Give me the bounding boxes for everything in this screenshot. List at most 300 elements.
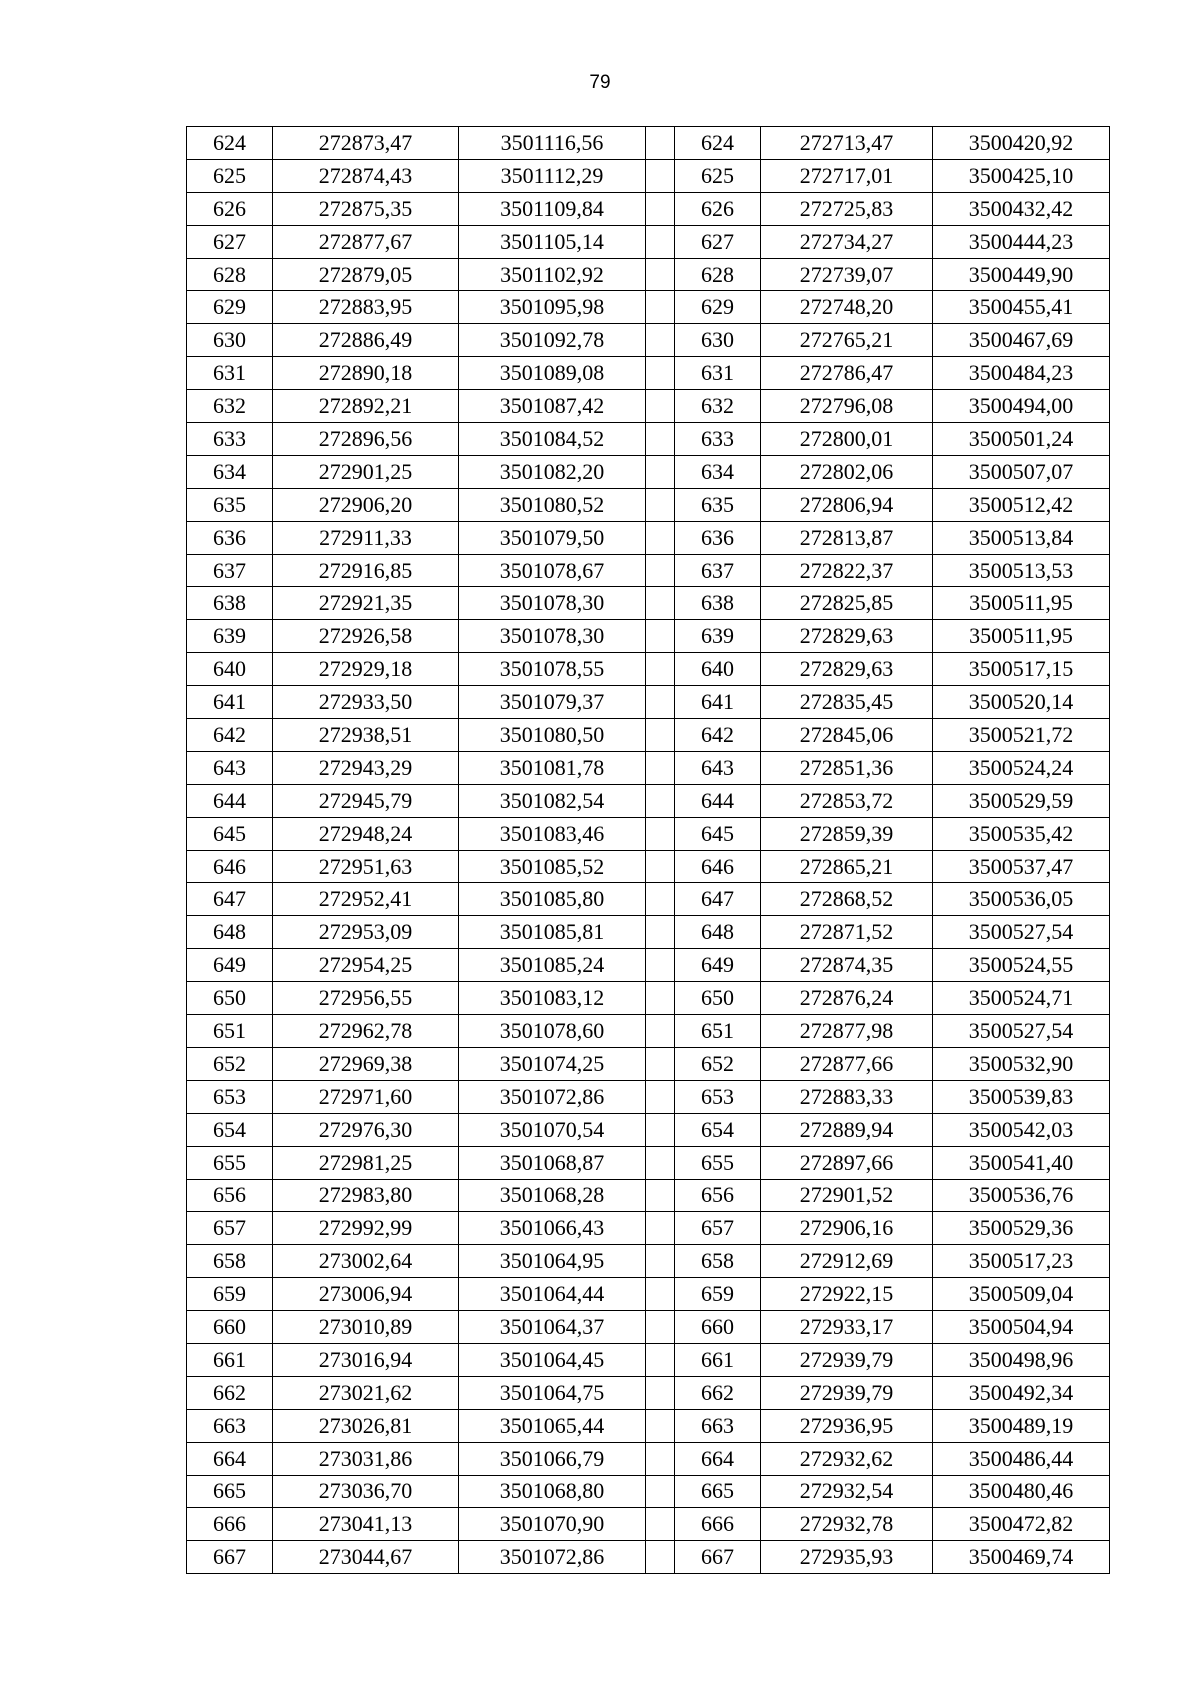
left-point-number-cell: 664 xyxy=(187,1442,273,1475)
left-y-coordinate-cell: 3501095,98 xyxy=(459,291,646,324)
left-y-coordinate-cell: 3501105,14 xyxy=(459,225,646,258)
left-y-coordinate-cell: 3501068,28 xyxy=(459,1179,646,1212)
left-x-coordinate-cell: 273016,94 xyxy=(273,1343,459,1376)
left-y-coordinate-cell: 3501078,67 xyxy=(459,554,646,587)
right-y-coordinate-cell: 3500472,82 xyxy=(933,1508,1110,1541)
left-x-coordinate-cell: 272901,25 xyxy=(273,455,459,488)
left-x-coordinate-cell: 272879,05 xyxy=(273,258,459,291)
separator-cell xyxy=(646,1278,675,1311)
left-point-number-cell: 659 xyxy=(187,1278,273,1311)
left-y-coordinate-cell: 3501109,84 xyxy=(459,192,646,225)
right-x-coordinate-cell: 272932,62 xyxy=(761,1442,933,1475)
right-x-coordinate-cell: 272725,83 xyxy=(761,192,933,225)
table-row xyxy=(187,686,1110,719)
right-point-number-cell: 654 xyxy=(675,1113,761,1146)
table-row xyxy=(187,850,1110,883)
left-y-coordinate-cell: 3501066,43 xyxy=(459,1212,646,1245)
left-y-coordinate-cell: 3501078,30 xyxy=(459,620,646,653)
right-y-coordinate-cell: 3500513,53 xyxy=(933,554,1110,587)
separator-cell xyxy=(646,1015,675,1048)
left-x-coordinate-cell: 272933,50 xyxy=(273,686,459,719)
right-y-coordinate-cell: 3500517,15 xyxy=(933,653,1110,686)
table-row xyxy=(187,159,1110,192)
right-point-number-cell: 660 xyxy=(675,1311,761,1344)
left-y-coordinate-cell: 3501064,95 xyxy=(459,1245,646,1278)
right-x-coordinate-cell: 272739,07 xyxy=(761,258,933,291)
left-y-coordinate-cell: 3501064,75 xyxy=(459,1376,646,1409)
left-y-coordinate-cell: 3501064,37 xyxy=(459,1311,646,1344)
right-y-coordinate-cell: 3500536,76 xyxy=(933,1179,1110,1212)
left-x-coordinate-cell: 272981,25 xyxy=(273,1146,459,1179)
left-x-coordinate-cell: 272956,55 xyxy=(273,982,459,1015)
separator-cell xyxy=(646,1508,675,1541)
left-point-number-cell: 628 xyxy=(187,258,273,291)
separator-cell xyxy=(646,1343,675,1376)
left-x-coordinate-cell: 272896,56 xyxy=(273,423,459,456)
table-row xyxy=(187,1245,1110,1278)
right-y-coordinate-cell: 3500521,72 xyxy=(933,719,1110,752)
right-point-number-cell: 650 xyxy=(675,982,761,1015)
table-row xyxy=(187,357,1110,390)
right-x-coordinate-cell: 272800,01 xyxy=(761,423,933,456)
table-row xyxy=(187,1047,1110,1080)
right-point-number-cell: 648 xyxy=(675,916,761,949)
table-row xyxy=(187,1541,1110,1574)
left-point-number-cell: 644 xyxy=(187,784,273,817)
left-point-number-cell: 651 xyxy=(187,1015,273,1048)
right-x-coordinate-cell: 272835,45 xyxy=(761,686,933,719)
left-x-coordinate-cell: 273026,81 xyxy=(273,1409,459,1442)
left-x-coordinate-cell: 272948,24 xyxy=(273,817,459,850)
right-point-number-cell: 637 xyxy=(675,554,761,587)
right-x-coordinate-cell: 272717,01 xyxy=(761,159,933,192)
right-y-coordinate-cell: 3500484,23 xyxy=(933,357,1110,390)
table-row xyxy=(187,1475,1110,1508)
separator-cell xyxy=(646,1179,675,1212)
right-x-coordinate-cell: 272912,69 xyxy=(761,1245,933,1278)
right-y-coordinate-cell: 3500529,59 xyxy=(933,784,1110,817)
right-y-coordinate-cell: 3500494,00 xyxy=(933,390,1110,423)
right-y-coordinate-cell: 3500520,14 xyxy=(933,686,1110,719)
left-point-number-cell: 660 xyxy=(187,1311,273,1344)
separator-cell xyxy=(646,751,675,784)
left-x-coordinate-cell: 272938,51 xyxy=(273,719,459,752)
right-x-coordinate-cell: 272901,52 xyxy=(761,1179,933,1212)
left-point-number-cell: 663 xyxy=(187,1409,273,1442)
right-point-number-cell: 657 xyxy=(675,1212,761,1245)
left-point-number-cell: 635 xyxy=(187,488,273,521)
table-row xyxy=(187,719,1110,752)
right-x-coordinate-cell: 272876,24 xyxy=(761,982,933,1015)
right-y-coordinate-cell: 3500492,34 xyxy=(933,1376,1110,1409)
table-row xyxy=(187,423,1110,456)
left-point-number-cell: 666 xyxy=(187,1508,273,1541)
separator-cell xyxy=(646,1047,675,1080)
right-x-coordinate-cell: 272845,06 xyxy=(761,719,933,752)
right-x-coordinate-cell: 272813,87 xyxy=(761,521,933,554)
page-number: 79 xyxy=(589,72,611,93)
left-y-coordinate-cell: 3501082,20 xyxy=(459,455,646,488)
table-row xyxy=(187,1278,1110,1311)
right-y-coordinate-cell: 3500529,36 xyxy=(933,1212,1110,1245)
table-row xyxy=(187,751,1110,784)
separator-cell xyxy=(646,1442,675,1475)
right-point-number-cell: 640 xyxy=(675,653,761,686)
left-y-coordinate-cell: 3501078,60 xyxy=(459,1015,646,1048)
right-y-coordinate-cell: 3500489,19 xyxy=(933,1409,1110,1442)
left-x-coordinate-cell: 272992,99 xyxy=(273,1212,459,1245)
separator-cell xyxy=(646,949,675,982)
left-x-coordinate-cell: 272962,78 xyxy=(273,1015,459,1048)
left-x-coordinate-cell: 273031,86 xyxy=(273,1442,459,1475)
right-x-coordinate-cell: 272748,20 xyxy=(761,291,933,324)
left-y-coordinate-cell: 3501072,86 xyxy=(459,1080,646,1113)
table-row xyxy=(187,225,1110,258)
right-point-number-cell: 643 xyxy=(675,751,761,784)
table-row xyxy=(187,324,1110,357)
separator-cell xyxy=(646,653,675,686)
separator-cell xyxy=(646,883,675,916)
right-y-coordinate-cell: 3500432,42 xyxy=(933,192,1110,225)
left-x-coordinate-cell: 272911,33 xyxy=(273,521,459,554)
right-x-coordinate-cell: 272853,72 xyxy=(761,784,933,817)
separator-cell xyxy=(646,916,675,949)
right-y-coordinate-cell: 3500498,96 xyxy=(933,1343,1110,1376)
right-y-coordinate-cell: 3500455,41 xyxy=(933,291,1110,324)
right-x-coordinate-cell: 272877,66 xyxy=(761,1047,933,1080)
table-row xyxy=(187,1508,1110,1541)
left-x-coordinate-cell: 272886,49 xyxy=(273,324,459,357)
right-point-number-cell: 665 xyxy=(675,1475,761,1508)
separator-cell xyxy=(646,620,675,653)
table-row xyxy=(187,1343,1110,1376)
left-point-number-cell: 667 xyxy=(187,1541,273,1574)
left-point-number-cell: 653 xyxy=(187,1080,273,1113)
table-row xyxy=(187,192,1110,225)
right-y-coordinate-cell: 3500536,05 xyxy=(933,883,1110,916)
separator-cell xyxy=(646,423,675,456)
coordinates-table-body xyxy=(187,127,1110,1574)
table-row xyxy=(187,554,1110,587)
left-point-number-cell: 643 xyxy=(187,751,273,784)
table-row xyxy=(187,1146,1110,1179)
left-y-coordinate-cell: 3501080,50 xyxy=(459,719,646,752)
left-y-coordinate-cell: 3501102,92 xyxy=(459,258,646,291)
separator-cell xyxy=(646,1080,675,1113)
table-row xyxy=(187,455,1110,488)
right-point-number-cell: 667 xyxy=(675,1541,761,1574)
right-y-coordinate-cell: 3500425,10 xyxy=(933,159,1110,192)
left-point-number-cell: 656 xyxy=(187,1179,273,1212)
right-point-number-cell: 641 xyxy=(675,686,761,719)
separator-cell xyxy=(646,1541,675,1574)
left-x-coordinate-cell: 272875,35 xyxy=(273,192,459,225)
table-row xyxy=(187,817,1110,850)
right-x-coordinate-cell: 272936,95 xyxy=(761,1409,933,1442)
separator-cell xyxy=(646,324,675,357)
left-point-number-cell: 649 xyxy=(187,949,273,982)
left-y-coordinate-cell: 3501070,90 xyxy=(459,1508,646,1541)
separator-cell xyxy=(646,455,675,488)
left-x-coordinate-cell: 272883,95 xyxy=(273,291,459,324)
left-y-coordinate-cell: 3501079,37 xyxy=(459,686,646,719)
left-y-coordinate-cell: 3501072,86 xyxy=(459,1541,646,1574)
left-y-coordinate-cell: 3501085,81 xyxy=(459,916,646,949)
separator-cell xyxy=(646,1245,675,1278)
left-y-coordinate-cell: 3501068,87 xyxy=(459,1146,646,1179)
right-point-number-cell: 626 xyxy=(675,192,761,225)
right-x-coordinate-cell: 272734,27 xyxy=(761,225,933,258)
left-y-coordinate-cell: 3501070,54 xyxy=(459,1113,646,1146)
right-y-coordinate-cell: 3500524,71 xyxy=(933,982,1110,1015)
left-x-coordinate-cell: 272877,67 xyxy=(273,225,459,258)
right-x-coordinate-cell: 272874,35 xyxy=(761,949,933,982)
left-point-number-cell: 632 xyxy=(187,390,273,423)
right-point-number-cell: 628 xyxy=(675,258,761,291)
left-x-coordinate-cell: 272906,20 xyxy=(273,488,459,521)
right-point-number-cell: 644 xyxy=(675,784,761,817)
right-x-coordinate-cell: 272822,37 xyxy=(761,554,933,587)
right-point-number-cell: 653 xyxy=(675,1080,761,1113)
separator-cell xyxy=(646,159,675,192)
right-point-number-cell: 647 xyxy=(675,883,761,916)
right-x-coordinate-cell: 272939,79 xyxy=(761,1376,933,1409)
right-point-number-cell: 662 xyxy=(675,1376,761,1409)
right-y-coordinate-cell: 3500467,69 xyxy=(933,324,1110,357)
table-row xyxy=(187,291,1110,324)
left-y-coordinate-cell: 3501083,12 xyxy=(459,982,646,1015)
left-y-coordinate-cell: 3501089,08 xyxy=(459,357,646,390)
right-x-coordinate-cell: 272871,52 xyxy=(761,916,933,949)
left-point-number-cell: 652 xyxy=(187,1047,273,1080)
separator-cell xyxy=(646,686,675,719)
left-y-coordinate-cell: 3501085,80 xyxy=(459,883,646,916)
right-point-number-cell: 663 xyxy=(675,1409,761,1442)
left-x-coordinate-cell: 272953,09 xyxy=(273,916,459,949)
right-x-coordinate-cell: 272865,21 xyxy=(761,850,933,883)
left-x-coordinate-cell: 273036,70 xyxy=(273,1475,459,1508)
right-y-coordinate-cell: 3500486,44 xyxy=(933,1442,1110,1475)
left-point-number-cell: 630 xyxy=(187,324,273,357)
separator-cell xyxy=(646,357,675,390)
right-x-coordinate-cell: 272935,93 xyxy=(761,1541,933,1574)
right-y-coordinate-cell: 3500511,95 xyxy=(933,620,1110,653)
table-row xyxy=(187,1442,1110,1475)
left-point-number-cell: 658 xyxy=(187,1245,273,1278)
right-y-coordinate-cell: 3500542,03 xyxy=(933,1113,1110,1146)
left-point-number-cell: 636 xyxy=(187,521,273,554)
right-y-coordinate-cell: 3500509,04 xyxy=(933,1278,1110,1311)
left-x-coordinate-cell: 273021,62 xyxy=(273,1376,459,1409)
left-y-coordinate-cell: 3501081,78 xyxy=(459,751,646,784)
right-point-number-cell: 636 xyxy=(675,521,761,554)
right-point-number-cell: 631 xyxy=(675,357,761,390)
left-point-number-cell: 650 xyxy=(187,982,273,1015)
left-x-coordinate-cell: 273002,64 xyxy=(273,1245,459,1278)
right-point-number-cell: 627 xyxy=(675,225,761,258)
right-x-coordinate-cell: 272932,54 xyxy=(761,1475,933,1508)
left-y-coordinate-cell: 3501080,52 xyxy=(459,488,646,521)
separator-cell xyxy=(646,1146,675,1179)
table-row xyxy=(187,521,1110,554)
right-x-coordinate-cell: 272859,39 xyxy=(761,817,933,850)
separator-cell xyxy=(646,719,675,752)
right-y-coordinate-cell: 3500504,94 xyxy=(933,1311,1110,1344)
left-y-coordinate-cell: 3501116,56 xyxy=(459,127,646,160)
left-x-coordinate-cell: 273010,89 xyxy=(273,1311,459,1344)
right-point-number-cell: 655 xyxy=(675,1146,761,1179)
right-point-number-cell: 632 xyxy=(675,390,761,423)
right-x-coordinate-cell: 272933,17 xyxy=(761,1311,933,1344)
right-y-coordinate-cell: 3500527,54 xyxy=(933,916,1110,949)
left-y-coordinate-cell: 3501084,52 xyxy=(459,423,646,456)
right-x-coordinate-cell: 272906,16 xyxy=(761,1212,933,1245)
right-point-number-cell: 666 xyxy=(675,1508,761,1541)
left-y-coordinate-cell: 3501066,79 xyxy=(459,1442,646,1475)
separator-cell xyxy=(646,1113,675,1146)
right-point-number-cell: 630 xyxy=(675,324,761,357)
right-point-number-cell: 638 xyxy=(675,587,761,620)
right-point-number-cell: 664 xyxy=(675,1442,761,1475)
table-row xyxy=(187,1212,1110,1245)
right-y-coordinate-cell: 3500539,83 xyxy=(933,1080,1110,1113)
left-y-coordinate-cell: 3501083,46 xyxy=(459,817,646,850)
right-y-coordinate-cell: 3500501,24 xyxy=(933,423,1110,456)
left-point-number-cell: 625 xyxy=(187,159,273,192)
left-point-number-cell: 626 xyxy=(187,192,273,225)
right-point-number-cell: 661 xyxy=(675,1343,761,1376)
separator-cell xyxy=(646,1212,675,1245)
right-y-coordinate-cell: 3500469,74 xyxy=(933,1541,1110,1574)
coordinates-table xyxy=(186,126,1110,1574)
right-point-number-cell: 659 xyxy=(675,1278,761,1311)
left-point-number-cell: 639 xyxy=(187,620,273,653)
right-y-coordinate-cell: 3500449,90 xyxy=(933,258,1110,291)
table-row xyxy=(187,784,1110,817)
table-row xyxy=(187,916,1110,949)
separator-cell xyxy=(646,817,675,850)
left-point-number-cell: 662 xyxy=(187,1376,273,1409)
left-y-coordinate-cell: 3501065,44 xyxy=(459,1409,646,1442)
left-point-number-cell: 657 xyxy=(187,1212,273,1245)
right-y-coordinate-cell: 3500532,90 xyxy=(933,1047,1110,1080)
right-y-coordinate-cell: 3500537,47 xyxy=(933,850,1110,883)
separator-cell xyxy=(646,850,675,883)
right-point-number-cell: 649 xyxy=(675,949,761,982)
left-x-coordinate-cell: 273044,67 xyxy=(273,1541,459,1574)
separator-cell xyxy=(646,521,675,554)
left-x-coordinate-cell: 272890,18 xyxy=(273,357,459,390)
right-point-number-cell: 624 xyxy=(675,127,761,160)
right-x-coordinate-cell: 272883,33 xyxy=(761,1080,933,1113)
left-x-coordinate-cell: 272971,60 xyxy=(273,1080,459,1113)
separator-cell xyxy=(646,554,675,587)
left-point-number-cell: 646 xyxy=(187,850,273,883)
separator-cell xyxy=(646,1376,675,1409)
right-point-number-cell: 652 xyxy=(675,1047,761,1080)
left-x-coordinate-cell: 272976,30 xyxy=(273,1113,459,1146)
table-row xyxy=(187,653,1110,686)
left-point-number-cell: 640 xyxy=(187,653,273,686)
right-y-coordinate-cell: 3500513,84 xyxy=(933,521,1110,554)
table-row xyxy=(187,390,1110,423)
right-x-coordinate-cell: 272877,98 xyxy=(761,1015,933,1048)
left-x-coordinate-cell: 272969,38 xyxy=(273,1047,459,1080)
table-row xyxy=(187,488,1110,521)
right-x-coordinate-cell: 272806,94 xyxy=(761,488,933,521)
right-y-coordinate-cell: 3500420,92 xyxy=(933,127,1110,160)
table-row xyxy=(187,949,1110,982)
right-point-number-cell: 646 xyxy=(675,850,761,883)
right-x-coordinate-cell: 272802,06 xyxy=(761,455,933,488)
right-x-coordinate-cell: 272829,63 xyxy=(761,620,933,653)
right-x-coordinate-cell: 272786,47 xyxy=(761,357,933,390)
left-x-coordinate-cell: 272916,85 xyxy=(273,554,459,587)
left-x-coordinate-cell: 272952,41 xyxy=(273,883,459,916)
left-point-number-cell: 645 xyxy=(187,817,273,850)
right-x-coordinate-cell: 272868,52 xyxy=(761,883,933,916)
left-y-coordinate-cell: 3501079,50 xyxy=(459,521,646,554)
left-point-number-cell: 633 xyxy=(187,423,273,456)
left-point-number-cell: 634 xyxy=(187,455,273,488)
left-y-coordinate-cell: 3501078,55 xyxy=(459,653,646,686)
table-row xyxy=(187,1015,1110,1048)
right-x-coordinate-cell: 272851,36 xyxy=(761,751,933,784)
separator-cell xyxy=(646,1475,675,1508)
separator-cell xyxy=(646,488,675,521)
left-y-coordinate-cell: 3501074,25 xyxy=(459,1047,646,1080)
right-point-number-cell: 625 xyxy=(675,159,761,192)
left-y-coordinate-cell: 3501064,44 xyxy=(459,1278,646,1311)
separator-cell xyxy=(646,1409,675,1442)
right-y-coordinate-cell: 3500524,55 xyxy=(933,949,1110,982)
right-x-coordinate-cell: 272932,78 xyxy=(761,1508,933,1541)
right-x-coordinate-cell: 272825,85 xyxy=(761,587,933,620)
left-point-number-cell: 642 xyxy=(187,719,273,752)
right-point-number-cell: 639 xyxy=(675,620,761,653)
left-x-coordinate-cell: 272892,21 xyxy=(273,390,459,423)
left-y-coordinate-cell: 3501085,52 xyxy=(459,850,646,883)
left-point-number-cell: 637 xyxy=(187,554,273,587)
right-point-number-cell: 634 xyxy=(675,455,761,488)
right-x-coordinate-cell: 272713,47 xyxy=(761,127,933,160)
left-point-number-cell: 655 xyxy=(187,1146,273,1179)
left-x-coordinate-cell: 272951,63 xyxy=(273,850,459,883)
left-x-coordinate-cell: 272874,43 xyxy=(273,159,459,192)
left-x-coordinate-cell: 272926,58 xyxy=(273,620,459,653)
right-point-number-cell: 635 xyxy=(675,488,761,521)
table-row xyxy=(187,1376,1110,1409)
table-row xyxy=(187,587,1110,620)
left-x-coordinate-cell: 272943,29 xyxy=(273,751,459,784)
right-y-coordinate-cell: 3500480,46 xyxy=(933,1475,1110,1508)
right-y-coordinate-cell: 3500512,42 xyxy=(933,488,1110,521)
left-y-coordinate-cell: 3501087,42 xyxy=(459,390,646,423)
left-x-coordinate-cell: 272983,80 xyxy=(273,1179,459,1212)
left-point-number-cell: 629 xyxy=(187,291,273,324)
left-x-coordinate-cell: 273041,13 xyxy=(273,1508,459,1541)
separator-cell xyxy=(646,291,675,324)
right-x-coordinate-cell: 272922,15 xyxy=(761,1278,933,1311)
left-y-coordinate-cell: 3501078,30 xyxy=(459,587,646,620)
left-y-coordinate-cell: 3501068,80 xyxy=(459,1475,646,1508)
separator-cell xyxy=(646,225,675,258)
left-point-number-cell: 638 xyxy=(187,587,273,620)
right-point-number-cell: 645 xyxy=(675,817,761,850)
left-point-number-cell: 641 xyxy=(187,686,273,719)
left-y-coordinate-cell: 3501082,54 xyxy=(459,784,646,817)
right-x-coordinate-cell: 272897,66 xyxy=(761,1146,933,1179)
